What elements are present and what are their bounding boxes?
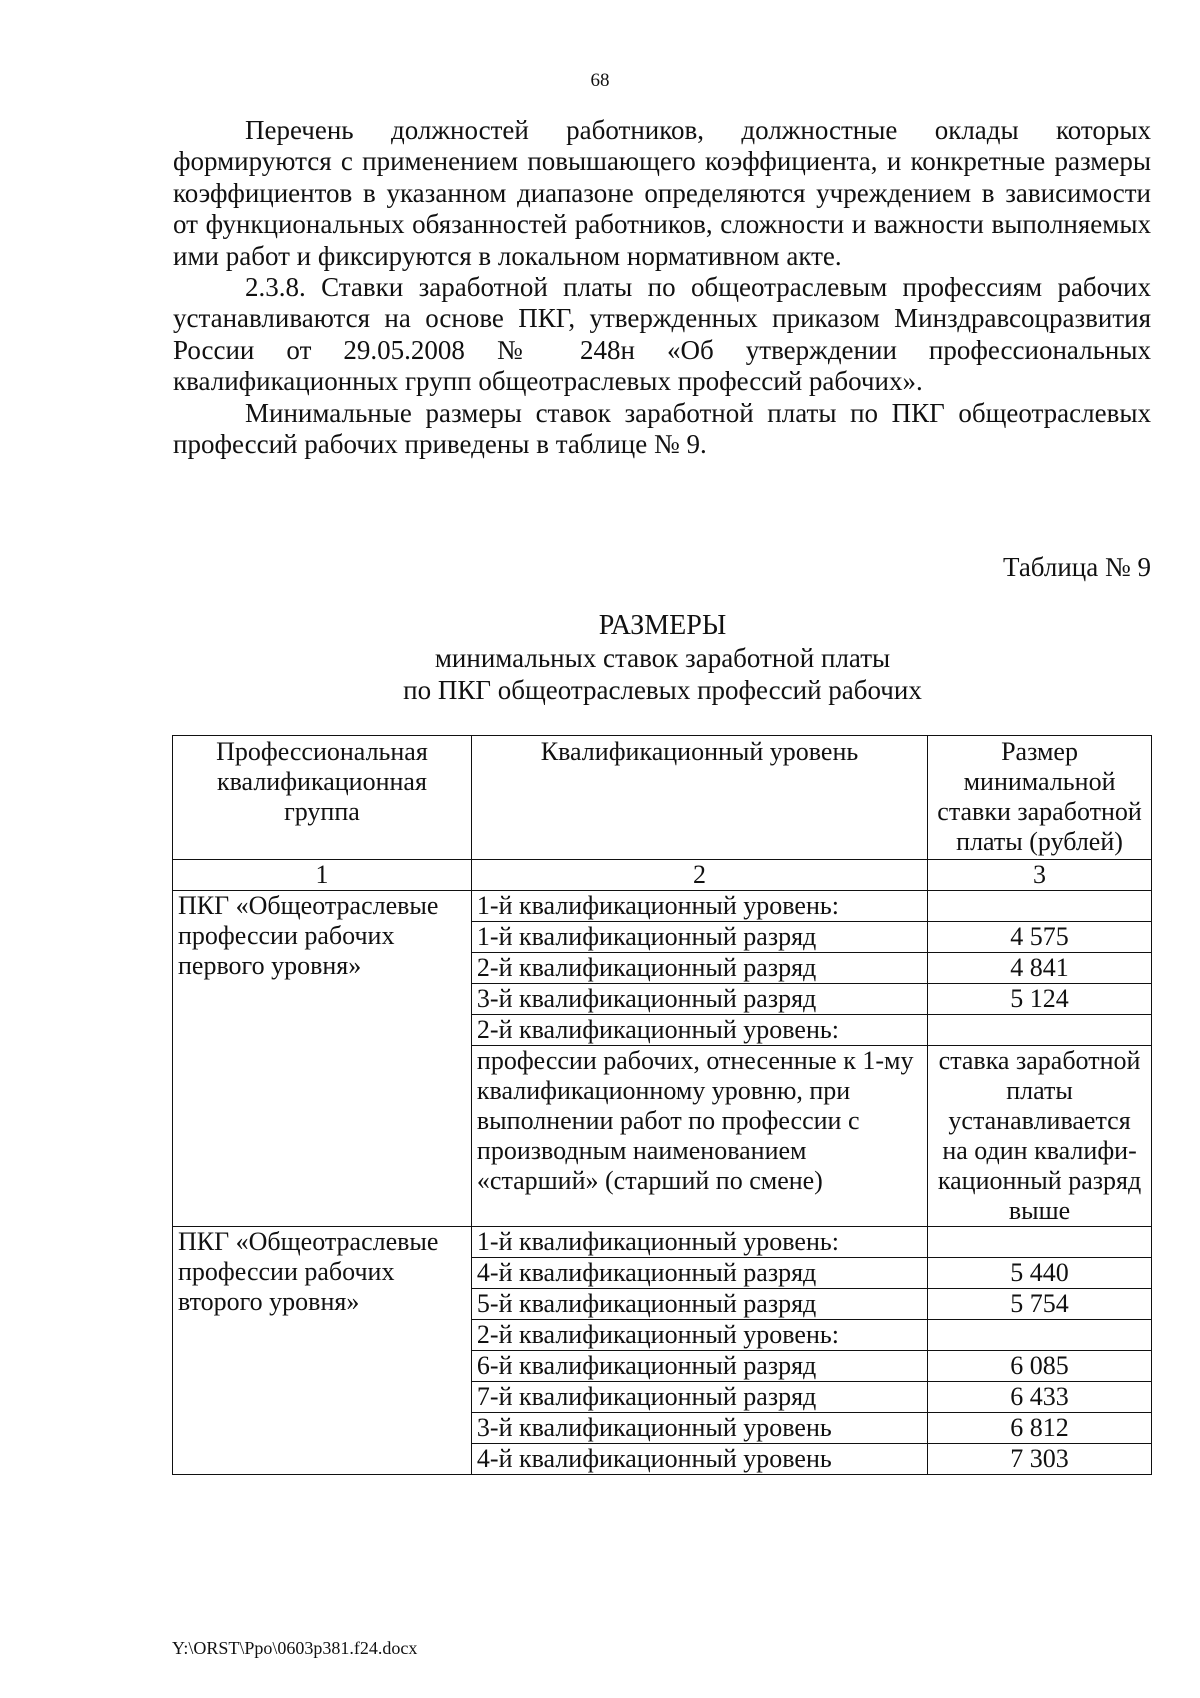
level-cell: 7-й квалификационный разряд <box>471 1382 927 1413</box>
table-label: Таблица № 9 <box>1003 552 1151 582</box>
level-cell: 2-й квалификационный разряд <box>471 953 927 984</box>
page-number: 68 <box>590 70 610 91</box>
rate-cell <box>928 891 1152 922</box>
header-qualification-group: Профессиональная квалификационная группа <box>173 736 472 860</box>
rate-cell: 4 841 <box>928 953 1152 984</box>
column-numbers-row <box>173 860 1152 891</box>
rate-cell: 5 754 <box>928 1289 1152 1320</box>
paragraph-positions-list: Перечень должностей работников, должностные оклады которых формируются с применением повышающего коэффициента, и конкретные размеры коэффициентов в указанном диапазоне определяются учреждением в зависимости от функциональных обязанностей работников, сложности и важности выполняемых ими работ и фиксируются в локальном нормативном акте. <box>173 115 1151 271</box>
paragraph-minimal-rates: Минимальные размеры ставок заработной платы по ПКГ общеотраслевых профессий рабочих приведены в таблице № 9. <box>173 397 1151 460</box>
table-row <box>173 891 1152 922</box>
level-cell: 2-й квалификационный уровень: <box>471 1015 927 1046</box>
table-title-line-1: минимальных ставок заработной платы <box>434 643 891 673</box>
column-number: 1 <box>173 860 472 891</box>
rate-cell: ставка заработной платы устанавливается на один квалифи-кационный разряд выше <box>928 1046 1152 1227</box>
level-cell: 3-й квалификационный разряд <box>471 984 927 1015</box>
column-number: 3 <box>928 860 1152 891</box>
level-cell: 1-й квалификационный уровень: <box>471 1227 927 1258</box>
level-cell: 2-й квалификационный уровень: <box>471 1320 927 1351</box>
level-cell: 1-й квалификационный разряд <box>471 922 927 953</box>
level-cell: 4-й квалификационный уровень <box>471 1444 927 1475</box>
rates-table <box>172 735 1152 1475</box>
rate-cell <box>928 1015 1152 1046</box>
column-number: 2 <box>471 860 927 891</box>
footer-file-path: Y:\ORST\Ppo\0603p381.f24.docx <box>172 1638 418 1658</box>
level-cell: 3-й квалификационный уровень <box>471 1413 927 1444</box>
level-cell: 6-й квалификационный разряд <box>471 1351 927 1382</box>
header-qualification-level: Квалификационный уровень <box>471 736 927 860</box>
body-text <box>173 115 1151 460</box>
group-name-first-level: ПКГ «Общеотраслевые профессии рабочих первого уровня» <box>173 891 472 1227</box>
table-row <box>173 1227 1152 1258</box>
paragraph-section-2-3-8: 2.3.8. Ставки заработной платы по общеотраслевым профессиям рабочих устанавливаются на основе ПКГ, утвержденных приказом Минздравсоцразвития России от 29.05.2008 № 248н «Об утверждении профессиональных квалификационных групп общеотраслевых профессий рабочих». <box>173 272 1151 397</box>
rate-cell: 6 085 <box>928 1351 1152 1382</box>
rate-cell <box>928 1227 1152 1258</box>
level-cell: 5-й квалификационный разряд <box>471 1289 927 1320</box>
rate-cell: 5 440 <box>928 1258 1152 1289</box>
rate-cell <box>928 1320 1152 1351</box>
level-cell: 1-й квалификационный уровень: <box>471 891 927 922</box>
table-header-row <box>173 736 1152 860</box>
header-minimal-rate: Размер минимальной ставки заработной платы (рублей) <box>928 736 1152 860</box>
group-name-second-level: ПКГ «Общеотраслевые профессии рабочих второго уровня» <box>173 1227 472 1475</box>
table-title <box>0 610 1200 706</box>
rate-cell: 4 575 <box>928 922 1152 953</box>
rate-cell: 6 812 <box>928 1413 1152 1444</box>
level-cell: 4-й квалификационный разряд <box>471 1258 927 1289</box>
rate-cell: 7 303 <box>928 1444 1152 1475</box>
table-title-main: РАЗМЕРЫ <box>598 610 727 641</box>
rate-cell: 5 124 <box>928 984 1152 1015</box>
table-title-line-2: по ПКГ общеотраслевых профессий рабочих <box>403 675 922 705</box>
level-cell: профессии рабочих, отнесенные к 1-му квалификационному уровню, при выполнении работ по профессии с производным наименованием «старший» (старший по смене) <box>471 1046 927 1227</box>
rate-cell: 6 433 <box>928 1382 1152 1413</box>
